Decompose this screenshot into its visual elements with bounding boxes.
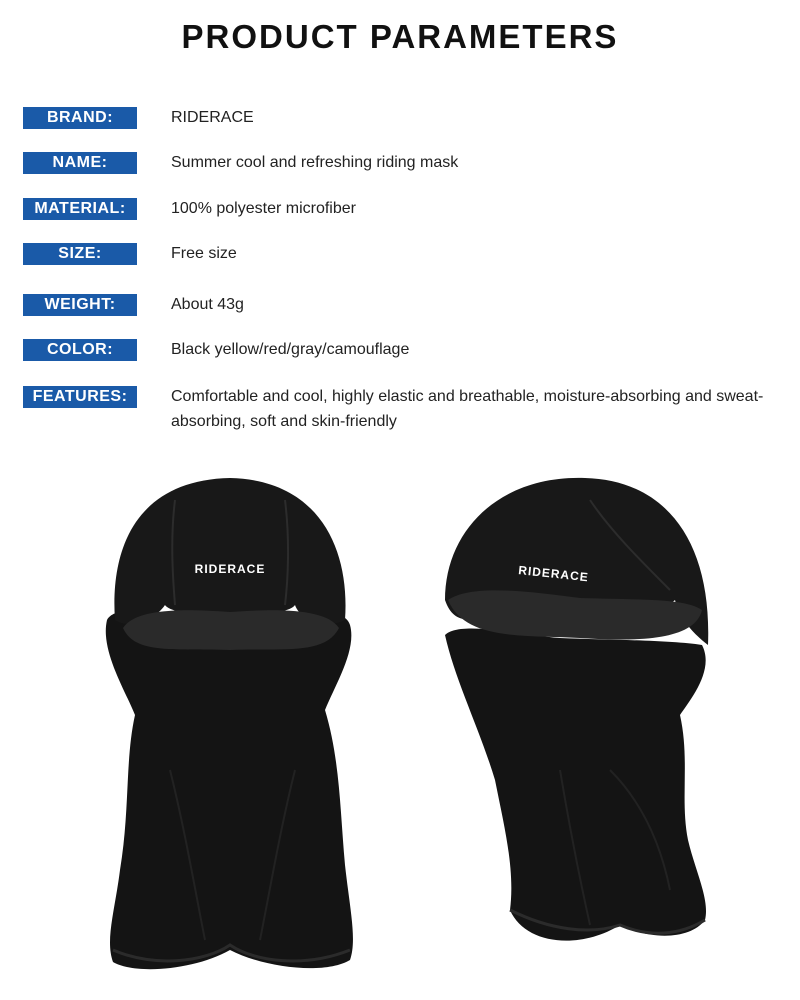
param-label: COLOR: [23, 339, 137, 361]
param-value: RIDERACE [171, 109, 254, 126]
param-label: NAME: [23, 152, 137, 174]
param-value: Comfortable and cool, highly elastic and breathable, moisture-absorbing and sweat-absorbing, soft and skin-friendly [171, 388, 764, 430]
mask-front-image [95, 470, 365, 990]
mask-logo: RIDERACE [194, 562, 266, 576]
param-value: Summer cool and refreshing riding mask [171, 154, 459, 171]
param-value: Free size [171, 245, 237, 262]
param-value: Black yellow/red/gray/camouflage [171, 341, 410, 358]
param-label: BRAND: [23, 107, 137, 129]
mask-angle-image [440, 470, 720, 990]
param-value: 100% polyester microfiber [171, 200, 356, 217]
page-title: PRODUCT PARAMETERS [181, 18, 619, 55]
param-label: MATERIAL: [23, 198, 137, 220]
param-label: SIZE: [23, 243, 137, 265]
mask-logo: RIDERACE [517, 563, 590, 585]
param-label: WEIGHT: [23, 294, 137, 316]
param-label: FEATURES: [23, 386, 137, 408]
param-value: About 43g [171, 296, 244, 313]
